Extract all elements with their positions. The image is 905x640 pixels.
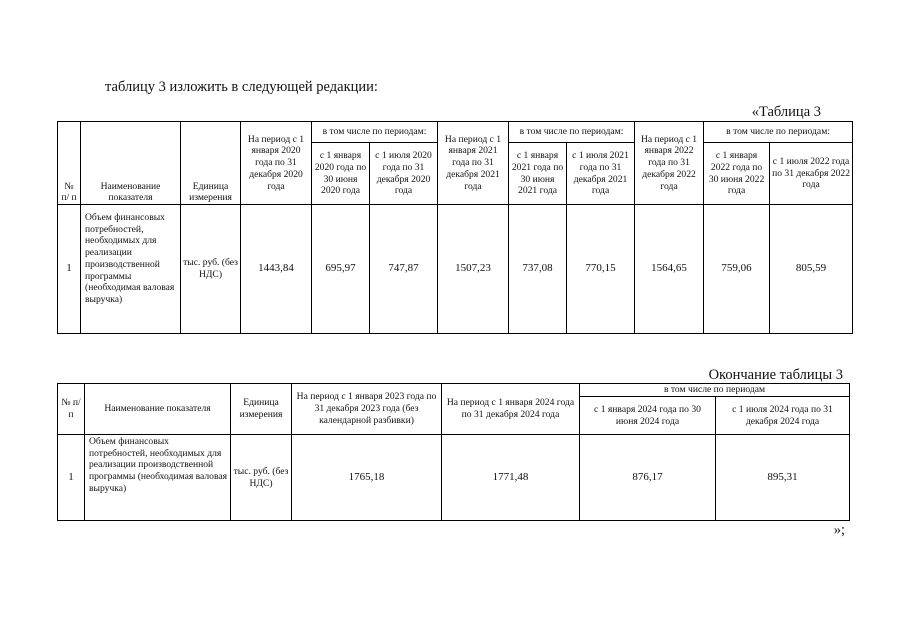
intro-text: таблицу 3 изложить в следующей редакции: — [105, 79, 378, 95]
header-2024-h2: с 1 июля 2024 года по 31 декабря 2024 года — [716, 397, 850, 435]
row-name: Объем финансовых потребностей, необходимых для реализации производственной программы (необходимая валовая выручка) — [85, 435, 231, 521]
value-2023: 1765,18 — [292, 435, 442, 521]
header-2020-h2: с 1 июля 2020 года по 31 декабря 2020 года — [370, 143, 438, 205]
value-2022-h2: 805,59 — [770, 205, 853, 334]
header-2021-h2: с 1 июля 2021 года по 31 декабря 2021 года — [567, 143, 635, 205]
row-unit: тыс. руб. (без НДС) — [231, 435, 292, 521]
value-2024-h2: 895,31 — [716, 435, 850, 521]
value-2024: 1771,48 — [442, 435, 580, 521]
table1-caption: «Таблица 3 — [751, 104, 821, 120]
header-name: Наименование показателя — [81, 122, 181, 205]
table-3-part1 — [57, 121, 853, 334]
header-2022-h2: с 1 июля 2022 года по 31 декабря 2022 года — [770, 143, 853, 205]
header-period-2024: На период с 1 января 2024 года по 31 декабря 2024 года — [442, 384, 580, 435]
header-incl-2024: в том числе по периодам — [580, 384, 850, 397]
header-num: № п/п — [58, 384, 85, 435]
header-2024-h1: с 1 января 2024 года по 30 июня 2024 года — [580, 397, 716, 435]
table2-caption: Окончание таблицы 3 — [708, 367, 843, 383]
header-incl-2021: в том числе по периодам: — [509, 122, 635, 143]
header-unit: Единица измерения — [231, 384, 292, 435]
header-period-2022: На период с 1 января 2022 года по 31 декабря 2022 года — [635, 122, 704, 205]
row-num: 1 — [58, 435, 85, 521]
header-2020-h1: с 1 января 2020 года по 30 июня 2020 года — [312, 143, 370, 205]
header-incl-2022: в том числе по периодам: — [704, 122, 853, 143]
table-row — [58, 435, 850, 521]
table-row — [58, 205, 853, 334]
value-2022-h1: 759,06 — [704, 205, 770, 334]
value-2022: 1564,65 — [635, 205, 704, 334]
value-2020-h1: 695,97 — [312, 205, 370, 334]
header-num: № п/ п — [58, 122, 81, 205]
header-period-2023: На период с 1 января 2023 года по 31 декабря 2023 года (без календарной разбивки) — [292, 384, 442, 435]
header-period-2021: На период с 1 января 2021 года по 31 декабря 2021 года — [438, 122, 509, 205]
header-name: Наименование показателя — [85, 384, 231, 435]
header-2021-h1: с 1 января 2021 года по 30 июня 2021 года — [509, 143, 567, 205]
value-2021: 1507,23 — [438, 205, 509, 334]
row-num: 1 — [58, 205, 81, 334]
value-2021-h1: 737,08 — [509, 205, 567, 334]
header-period-2020: На период с 1 января 2020 года по 31 декабря 2020 года — [241, 122, 312, 205]
closing-quote: »; — [833, 522, 845, 538]
row-unit: тыс. руб. (без НДС) — [181, 205, 241, 334]
value-2021-h2: 770,15 — [567, 205, 635, 334]
value-2020-h2: 747,87 — [370, 205, 438, 334]
header-incl-2020: в том числе по периодам: — [312, 122, 438, 143]
header-unit: Единица измерения — [181, 122, 241, 205]
header-2022-h1: с 1 января 2022 года по 30 июня 2022 года — [704, 143, 770, 205]
value-2024-h1: 876,17 — [580, 435, 716, 521]
value-2020: 1443,84 — [241, 205, 312, 334]
table-3-part2 — [57, 383, 850, 521]
row-name: Объем финансовых потребностей, необходимых для реализации производственной программы (необходимая валовая выручка) — [81, 205, 181, 334]
